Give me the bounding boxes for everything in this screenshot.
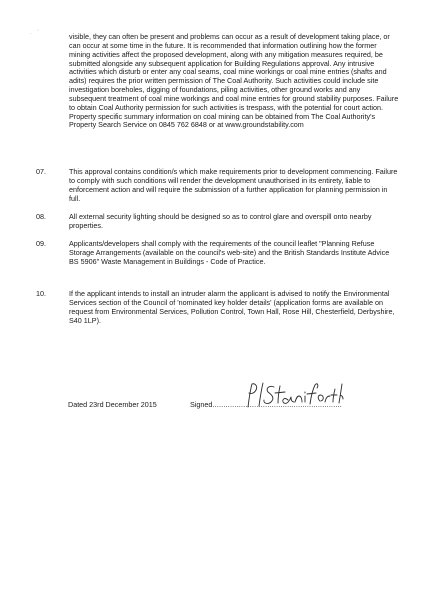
- signed-label: Signed: [190, 400, 213, 409]
- scan-corner-mark: . ': [30, 30, 41, 36]
- condition-text: If the applicant intends to install an intruder alarm the applicant is advised to notify the Environmental Services section of the Council of 'nominated key holder details' (application forms are available on request from Environmental Services, Pollution Control, Town Hall, Rose Hill, Chesterfield, Derbyshire, S40 1LP).: [69, 289, 395, 325]
- condition-number: 08.: [36, 212, 46, 221]
- condition-text: All external security lighting should be designed so as to control glare and overspill onto nearby properties.: [69, 212, 372, 230]
- condition-number: 10.: [36, 289, 46, 298]
- condition-text: Applicants/developers shall comply with the requirements of the council leaflet "Planning Refuse Storage Arrangements (available on the council's web-site) and the British Standards Institute Advice BS 5906" Waste Management in Buildings - Code of Practice.: [69, 239, 390, 266]
- dated-line: Dated 23rd December 2015: [68, 400, 157, 409]
- condition-text: This approval contains condition/s which make requirements prior to development commencing. Failure to comply with such conditions will render the development unauthorised in its entirety, liable to enforcement action and will require the submission of a further application for planning permission in full.: [69, 167, 398, 203]
- condition-number: 07.: [36, 167, 46, 176]
- handwritten-signature: [244, 381, 344, 409]
- condition-number: 09.: [36, 239, 46, 248]
- signature-dots: ...........................................................: [212, 400, 343, 409]
- coal-mining-paragraph: visible, they can often be present and problems can occur as a result of development taking place, or can occur at some time in the future. It is recommended that information outlining how the former mining activities affect the proposed development, along with any mitigation measures required, be submitted alongside any subsequent application for Building Regulations approval. Any intrusive activities which disturb or enter any coal seams, coal mine workings or coal mine entries (shafts and adits) requires the prior written permission of The Coal Authority. Such activities could include site investigation boreholes, digging of foundations, piling activities, other ground works and any subsequent treatment of coal mine workings and coal mine entries for ground stability purposes. Failure to obtain Coal Authority permission for such activities is trespass, with the potential for court action. Property specific summary information on coal mining can be obtained from The Coal Authority's Property Search Service on 0845 762 6848 or at www.groundstability.com: [69, 32, 399, 130]
